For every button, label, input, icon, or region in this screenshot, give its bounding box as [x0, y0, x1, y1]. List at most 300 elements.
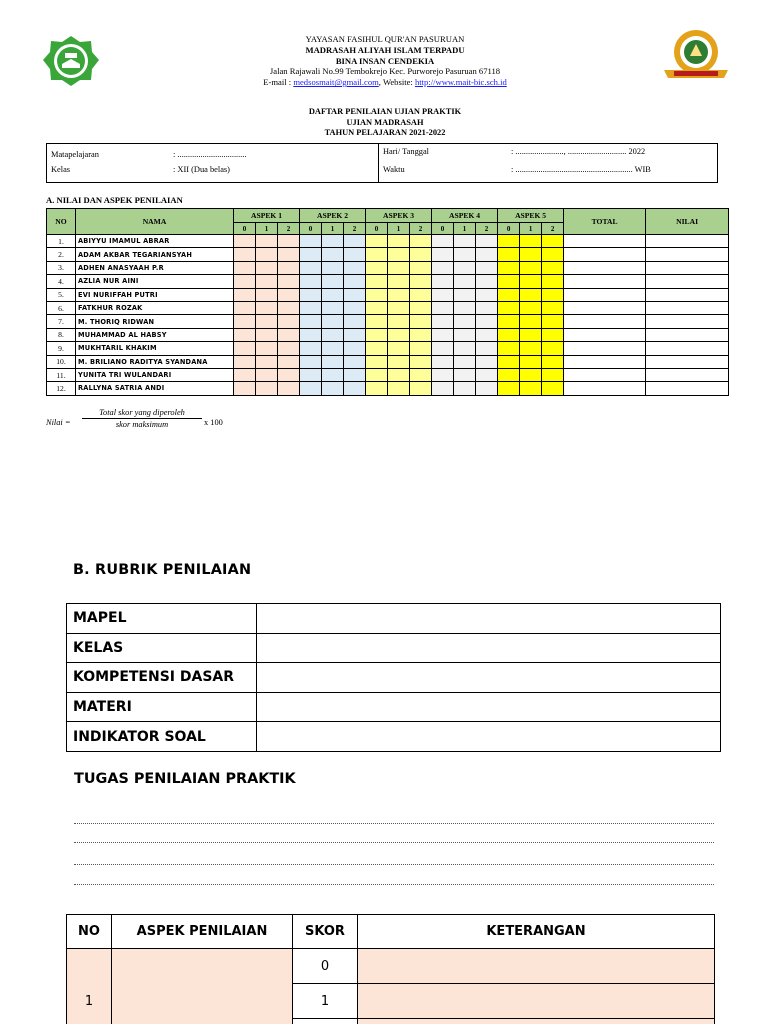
score-cell[interactable]	[256, 275, 278, 288]
section-b-title: B. RUBRIK PENILAIAN	[73, 562, 252, 578]
score-cell[interactable]	[300, 355, 322, 368]
score-level-header: 1	[322, 223, 344, 235]
score-cell[interactable]	[256, 315, 278, 328]
score-cell[interactable]	[256, 382, 278, 395]
madrasah-logo	[40, 34, 102, 88]
score-cell[interactable]	[256, 368, 278, 381]
student-row	[47, 382, 729, 395]
student-number: 4.	[47, 275, 76, 288]
score-cell[interactable]	[410, 328, 432, 341]
score-cell[interactable]	[278, 355, 300, 368]
score-cell[interactable]	[476, 261, 498, 274]
website-label: , Website:	[378, 77, 415, 88]
score-cell[interactable]	[410, 382, 432, 395]
rubric-label: MATERI	[67, 692, 257, 722]
formula-rhs: x 100	[204, 418, 223, 427]
task-line-1[interactable]	[74, 823, 714, 824]
rubric-value[interactable]	[257, 663, 721, 693]
score-level-header: 2	[410, 223, 432, 235]
score-cell[interactable]	[234, 275, 256, 288]
formula-fraction	[82, 408, 202, 429]
rubric-table	[66, 603, 721, 752]
score-cell[interactable]	[366, 315, 388, 328]
exam-info-box	[46, 143, 718, 183]
score-cell[interactable]	[432, 248, 454, 261]
score-level-header: 1	[256, 223, 278, 235]
score-cell[interactable]	[454, 301, 476, 314]
score-cell[interactable]	[432, 328, 454, 341]
student-name: ADHEN ANASYAAH P.R	[76, 261, 234, 274]
website-link[interactable]: http://www.mait-bic.sch.id	[414, 77, 507, 88]
score-cell[interactable]	[476, 288, 498, 301]
score-cell[interactable]	[410, 275, 432, 288]
info-divider	[378, 144, 379, 182]
score-cell[interactable]	[542, 288, 564, 301]
keterangan-cell[interactable]	[358, 984, 715, 1019]
score-cell[interactable]	[366, 368, 388, 381]
aspek-2-header: ASPEK 2	[300, 209, 366, 223]
score-cell[interactable]	[542, 248, 564, 261]
score-cell[interactable]	[344, 342, 366, 355]
title-line-1: DAFTAR PENILAIAN UJIAN PRAKTIK	[308, 107, 462, 116]
student-name: AZLIA NUR AINI	[76, 275, 234, 288]
score-cell[interactable]	[366, 382, 388, 395]
keterangan-cell[interactable]	[358, 1019, 715, 1024]
score-cell[interactable]	[454, 235, 476, 248]
score-cell[interactable]	[388, 235, 410, 248]
score-cell[interactable]	[498, 301, 520, 314]
score-cell[interactable]	[388, 355, 410, 368]
score-cell[interactable]	[498, 355, 520, 368]
score-cell[interactable]	[322, 275, 344, 288]
skor-row-no: 1	[67, 949, 112, 1024]
rubric-row	[67, 692, 721, 722]
score-cell[interactable]	[300, 261, 322, 274]
rubric-value[interactable]	[257, 722, 721, 752]
score-cell[interactable]	[388, 342, 410, 355]
score-cell[interactable]	[454, 288, 476, 301]
score-cell[interactable]	[476, 248, 498, 261]
hari-value[interactable]: : ......................., ............................ 2022	[511, 147, 646, 156]
score-level-header: 0	[300, 223, 322, 235]
score-cell[interactable]	[476, 275, 498, 288]
score-cell[interactable]	[542, 235, 564, 248]
score-cell[interactable]	[542, 315, 564, 328]
score-cell[interactable]	[344, 261, 366, 274]
total-cell[interactable]	[564, 288, 646, 301]
score-cell[interactable]	[366, 235, 388, 248]
total-cell[interactable]	[564, 301, 646, 314]
student-row	[47, 275, 729, 288]
skor-value-cell	[293, 1019, 358, 1024]
nilai-cell[interactable]	[646, 368, 729, 381]
rubric-label: INDIKATOR SOAL	[67, 722, 257, 752]
score-cell[interactable]	[432, 368, 454, 381]
score-cell[interactable]	[322, 261, 344, 274]
skor-row-aspek[interactable]	[112, 949, 293, 1024]
student-name: MUKHTARIL KHAKIM	[76, 342, 234, 355]
task-line-3[interactable]	[74, 864, 714, 865]
score-cell[interactable]	[520, 248, 542, 261]
score-cell[interactable]	[520, 275, 542, 288]
score-cell[interactable]	[234, 342, 256, 355]
student-name: ABIYYU IMAMUL ABRAR	[76, 235, 234, 248]
score-cell[interactable]	[476, 235, 498, 248]
score-cell[interactable]	[432, 301, 454, 314]
score-cell[interactable]	[278, 382, 300, 395]
contact-line	[200, 77, 570, 88]
score-cell[interactable]	[388, 382, 410, 395]
student-row	[47, 248, 729, 261]
score-cell[interactable]	[542, 355, 564, 368]
score-cell[interactable]	[366, 275, 388, 288]
score-cell[interactable]	[454, 315, 476, 328]
score-cell[interactable]	[278, 248, 300, 261]
score-cell[interactable]	[476, 355, 498, 368]
score-cell[interactable]	[366, 355, 388, 368]
score-level-header: 1	[454, 223, 476, 235]
email-link[interactable]: medsosmait@gmail.com	[293, 77, 379, 88]
rubric-label: KOMPETENSI DASAR	[67, 663, 257, 693]
score-cell[interactable]	[542, 301, 564, 314]
aspek-1-header: ASPEK 1	[234, 209, 300, 223]
document-title	[200, 107, 570, 139]
score-cell[interactable]	[300, 288, 322, 301]
score-cell[interactable]	[520, 328, 542, 341]
nilai-cell[interactable]	[646, 342, 729, 355]
score-cell[interactable]	[344, 355, 366, 368]
nilai-cell[interactable]	[646, 288, 729, 301]
score-cell[interactable]	[234, 301, 256, 314]
score-cell[interactable]	[322, 235, 344, 248]
score-cell[interactable]	[322, 368, 344, 381]
keterangan-cell[interactable]	[358, 949, 715, 984]
nilai-cell[interactable]	[646, 382, 729, 395]
score-cell[interactable]	[476, 315, 498, 328]
total-cell[interactable]	[564, 248, 646, 261]
score-cell[interactable]	[520, 368, 542, 381]
score-cell[interactable]	[410, 288, 432, 301]
student-row	[47, 288, 729, 301]
score-cell[interactable]	[410, 261, 432, 274]
score-cell[interactable]	[542, 342, 564, 355]
score-cell[interactable]	[300, 275, 322, 288]
total-cell[interactable]	[564, 261, 646, 274]
email-label: E-mail :	[263, 77, 294, 88]
score-level-header: 1	[388, 223, 410, 235]
rubric-value[interactable]	[257, 633, 721, 663]
score-cell[interactable]	[366, 248, 388, 261]
score-cell[interactable]	[322, 315, 344, 328]
score-cell[interactable]	[278, 235, 300, 248]
score-cell[interactable]	[234, 261, 256, 274]
score-cell[interactable]	[432, 235, 454, 248]
score-cell[interactable]	[322, 342, 344, 355]
score-cell[interactable]	[234, 328, 256, 341]
score-cell[interactable]	[388, 301, 410, 314]
score-cell[interactable]	[388, 328, 410, 341]
score-cell[interactable]	[542, 382, 564, 395]
score-cell[interactable]	[410, 355, 432, 368]
student-name: RALLYNA SATRIA ANDI	[76, 382, 234, 395]
score-table	[46, 208, 729, 396]
total-cell[interactable]	[564, 275, 646, 288]
score-cell[interactable]	[300, 301, 322, 314]
student-number: 1.	[47, 235, 76, 248]
score-cell[interactable]	[344, 275, 366, 288]
score-level-header: 2	[542, 223, 564, 235]
score-cell[interactable]	[542, 368, 564, 381]
student-row	[47, 328, 729, 341]
score-cell[interactable]	[454, 328, 476, 341]
score-cell[interactable]	[300, 315, 322, 328]
waktu-label: Waktu	[383, 165, 405, 174]
scoring-rubric-table	[66, 914, 715, 1024]
hari-label: Hari/ Tanggal	[383, 147, 430, 156]
score-cell[interactable]	[410, 315, 432, 328]
mapel-label: Matapelajaran	[51, 150, 99, 159]
score-cell[interactable]	[476, 368, 498, 381]
score-cell[interactable]	[344, 301, 366, 314]
score-cell[interactable]	[344, 315, 366, 328]
school-address: Jalan Rajawali No.99 Tembokrejo Kec. Purworejo Pasuruan 67118	[269, 66, 501, 77]
score-level-header: 0	[432, 223, 454, 235]
score-cell[interactable]	[498, 288, 520, 301]
score-cell[interactable]	[256, 261, 278, 274]
score-cell[interactable]	[300, 368, 322, 381]
title-line-2: UJIAN MADRASAH	[346, 117, 424, 127]
score-cell[interactable]	[476, 301, 498, 314]
nilai-cell[interactable]	[646, 235, 729, 248]
score-cell[interactable]	[388, 368, 410, 381]
practical-task-title: TUGAS PENILAIAN PRAKTIK	[74, 771, 296, 787]
score-cell[interactable]	[256, 235, 278, 248]
score-cell[interactable]	[344, 382, 366, 395]
score-cell[interactable]	[300, 382, 322, 395]
score-level-header: 1	[520, 223, 542, 235]
score-cell[interactable]	[410, 301, 432, 314]
score-cell[interactable]	[432, 355, 454, 368]
score-cell[interactable]	[520, 382, 542, 395]
aspek-5-header: ASPEK 5	[498, 209, 564, 223]
score-level-header: 2	[476, 223, 498, 235]
score-cell[interactable]	[454, 248, 476, 261]
score-cell[interactable]	[278, 315, 300, 328]
score-cell[interactable]	[432, 261, 454, 274]
score-cell[interactable]	[256, 342, 278, 355]
score-cell[interactable]	[388, 288, 410, 301]
aspek-4-header: ASPEK 4	[432, 209, 498, 223]
score-cell[interactable]	[322, 355, 344, 368]
student-name: M. THORIQ RIDWAN	[76, 315, 234, 328]
score-cell[interactable]	[476, 342, 498, 355]
score-cell[interactable]	[366, 342, 388, 355]
score-cell[interactable]	[454, 275, 476, 288]
rubric-value[interactable]	[257, 604, 721, 634]
score-cell[interactable]	[234, 235, 256, 248]
score-cell[interactable]	[300, 235, 322, 248]
score-level-header: 2	[344, 223, 366, 235]
score-cell[interactable]	[344, 328, 366, 341]
score-cell[interactable]	[432, 382, 454, 395]
score-cell[interactable]	[278, 301, 300, 314]
rubric-value[interactable]	[257, 692, 721, 722]
score-cell[interactable]	[498, 261, 520, 274]
score-cell[interactable]	[256, 301, 278, 314]
score-cell[interactable]	[234, 382, 256, 395]
score-cell[interactable]	[278, 275, 300, 288]
score-cell[interactable]	[300, 328, 322, 341]
nilai-cell[interactable]	[646, 328, 729, 341]
score-cell[interactable]	[278, 288, 300, 301]
student-row	[47, 355, 729, 368]
total-cell[interactable]	[564, 342, 646, 355]
score-cell[interactable]	[454, 342, 476, 355]
score-cell[interactable]	[454, 261, 476, 274]
nilai-cell[interactable]	[646, 261, 729, 274]
school-name: BINA INSAN CENDEKIA	[335, 55, 435, 66]
score-cell[interactable]	[256, 355, 278, 368]
score-level-header: 0	[498, 223, 520, 235]
score-cell[interactable]	[476, 382, 498, 395]
student-name: M. BRILIANO RADITYA SYANDANA	[76, 355, 234, 368]
score-cell[interactable]	[498, 382, 520, 395]
score-cell[interactable]	[498, 235, 520, 248]
score-cell[interactable]	[388, 275, 410, 288]
score-cell[interactable]	[542, 261, 564, 274]
student-number: 8.	[47, 328, 76, 341]
score-cell[interactable]	[322, 248, 344, 261]
score-cell[interactable]	[234, 355, 256, 368]
score-cell[interactable]	[520, 342, 542, 355]
score-cell[interactable]	[476, 328, 498, 341]
score-cell[interactable]	[542, 275, 564, 288]
score-cell[interactable]	[256, 288, 278, 301]
score-cell[interactable]	[366, 301, 388, 314]
skor-col-no: NO	[67, 915, 112, 949]
skor-value-cell: 1	[293, 984, 358, 1019]
mapel-value[interactable]: : .................................	[173, 150, 247, 159]
score-cell[interactable]	[498, 342, 520, 355]
score-cell[interactable]	[256, 328, 278, 341]
score-cell[interactable]	[410, 248, 432, 261]
score-cell[interactable]	[322, 382, 344, 395]
score-cell[interactable]	[410, 235, 432, 248]
score-cell[interactable]	[542, 328, 564, 341]
score-cell[interactable]	[234, 315, 256, 328]
score-cell[interactable]	[278, 261, 300, 274]
score-cell[interactable]	[344, 368, 366, 381]
score-cell[interactable]	[256, 248, 278, 261]
student-name: EVI NURIFFAH PUTRI	[76, 288, 234, 301]
score-cell[interactable]	[322, 301, 344, 314]
rubric-row	[67, 604, 721, 634]
score-cell[interactable]	[498, 248, 520, 261]
score-cell[interactable]	[278, 342, 300, 355]
score-cell[interactable]	[432, 342, 454, 355]
score-cell[interactable]	[366, 288, 388, 301]
score-cell[interactable]	[410, 342, 432, 355]
score-cell[interactable]	[344, 248, 366, 261]
score-cell[interactable]	[366, 261, 388, 274]
score-cell[interactable]	[366, 328, 388, 341]
waktu-value[interactable]: : ........................................................ WIB	[511, 165, 651, 174]
rubric-row	[67, 722, 721, 752]
score-cell[interactable]	[432, 275, 454, 288]
score-cell[interactable]	[454, 368, 476, 381]
score-cell[interactable]	[520, 235, 542, 248]
score-cell[interactable]	[520, 315, 542, 328]
total-cell[interactable]	[564, 368, 646, 381]
total-cell[interactable]	[564, 315, 646, 328]
score-cell[interactable]	[300, 248, 322, 261]
score-cell[interactable]	[300, 342, 322, 355]
score-level-header: 2	[278, 223, 300, 235]
score-cell[interactable]	[454, 355, 476, 368]
score-cell[interactable]	[520, 355, 542, 368]
score-cell[interactable]	[388, 248, 410, 261]
task-line-2[interactable]	[74, 842, 714, 843]
formula-numerator: Total skor yang diperoleh	[82, 408, 202, 419]
score-cell[interactable]	[388, 315, 410, 328]
score-cell[interactable]	[498, 275, 520, 288]
skor-col-keterangan: KETERANGAN	[358, 915, 715, 949]
student-name: YUNITA TRI WULANDARI	[76, 368, 234, 381]
score-cell[interactable]	[344, 288, 366, 301]
section-a-title: A. NILAI DAN ASPEK PENILAIAN	[46, 195, 183, 205]
task-line-4[interactable]	[74, 884, 714, 885]
score-level-header: 0	[366, 223, 388, 235]
nilai-cell[interactable]	[646, 275, 729, 288]
rubric-label: KELAS	[67, 633, 257, 663]
score-cell[interactable]	[234, 368, 256, 381]
score-cell[interactable]	[498, 368, 520, 381]
score-cell[interactable]	[234, 248, 256, 261]
title-line-3: TAHUN PELAJARAN 2021-2022	[324, 128, 446, 138]
nilai-cell[interactable]	[646, 301, 729, 314]
score-cell[interactable]	[498, 315, 520, 328]
nilai-cell[interactable]	[646, 315, 729, 328]
total-cell[interactable]	[564, 382, 646, 395]
nilai-cell[interactable]	[646, 248, 729, 261]
score-cell[interactable]	[322, 288, 344, 301]
student-row	[47, 315, 729, 328]
total-cell[interactable]	[564, 235, 646, 248]
rubric-row	[67, 633, 721, 663]
score-cell[interactable]	[344, 235, 366, 248]
score-cell[interactable]	[432, 315, 454, 328]
aspek-3-header: ASPEK 3	[366, 209, 432, 223]
rubric-row	[67, 663, 721, 693]
score-cell[interactable]	[454, 382, 476, 395]
score-cell[interactable]	[520, 288, 542, 301]
formula-lhs: Nilai =	[46, 418, 71, 427]
score-cell[interactable]	[322, 328, 344, 341]
total-cell[interactable]	[564, 328, 646, 341]
score-cell[interactable]	[520, 261, 542, 274]
score-cell[interactable]	[278, 328, 300, 341]
score-cell[interactable]	[520, 301, 542, 314]
nilai-cell[interactable]	[646, 355, 729, 368]
score-cell[interactable]	[278, 368, 300, 381]
score-cell[interactable]	[410, 368, 432, 381]
score-cell[interactable]	[234, 288, 256, 301]
score-cell[interactable]	[432, 288, 454, 301]
kelas-value[interactable]: : XII (Dua belas)	[173, 165, 230, 174]
score-cell[interactable]	[498, 328, 520, 341]
total-cell[interactable]	[564, 355, 646, 368]
score-cell[interactable]	[388, 261, 410, 274]
